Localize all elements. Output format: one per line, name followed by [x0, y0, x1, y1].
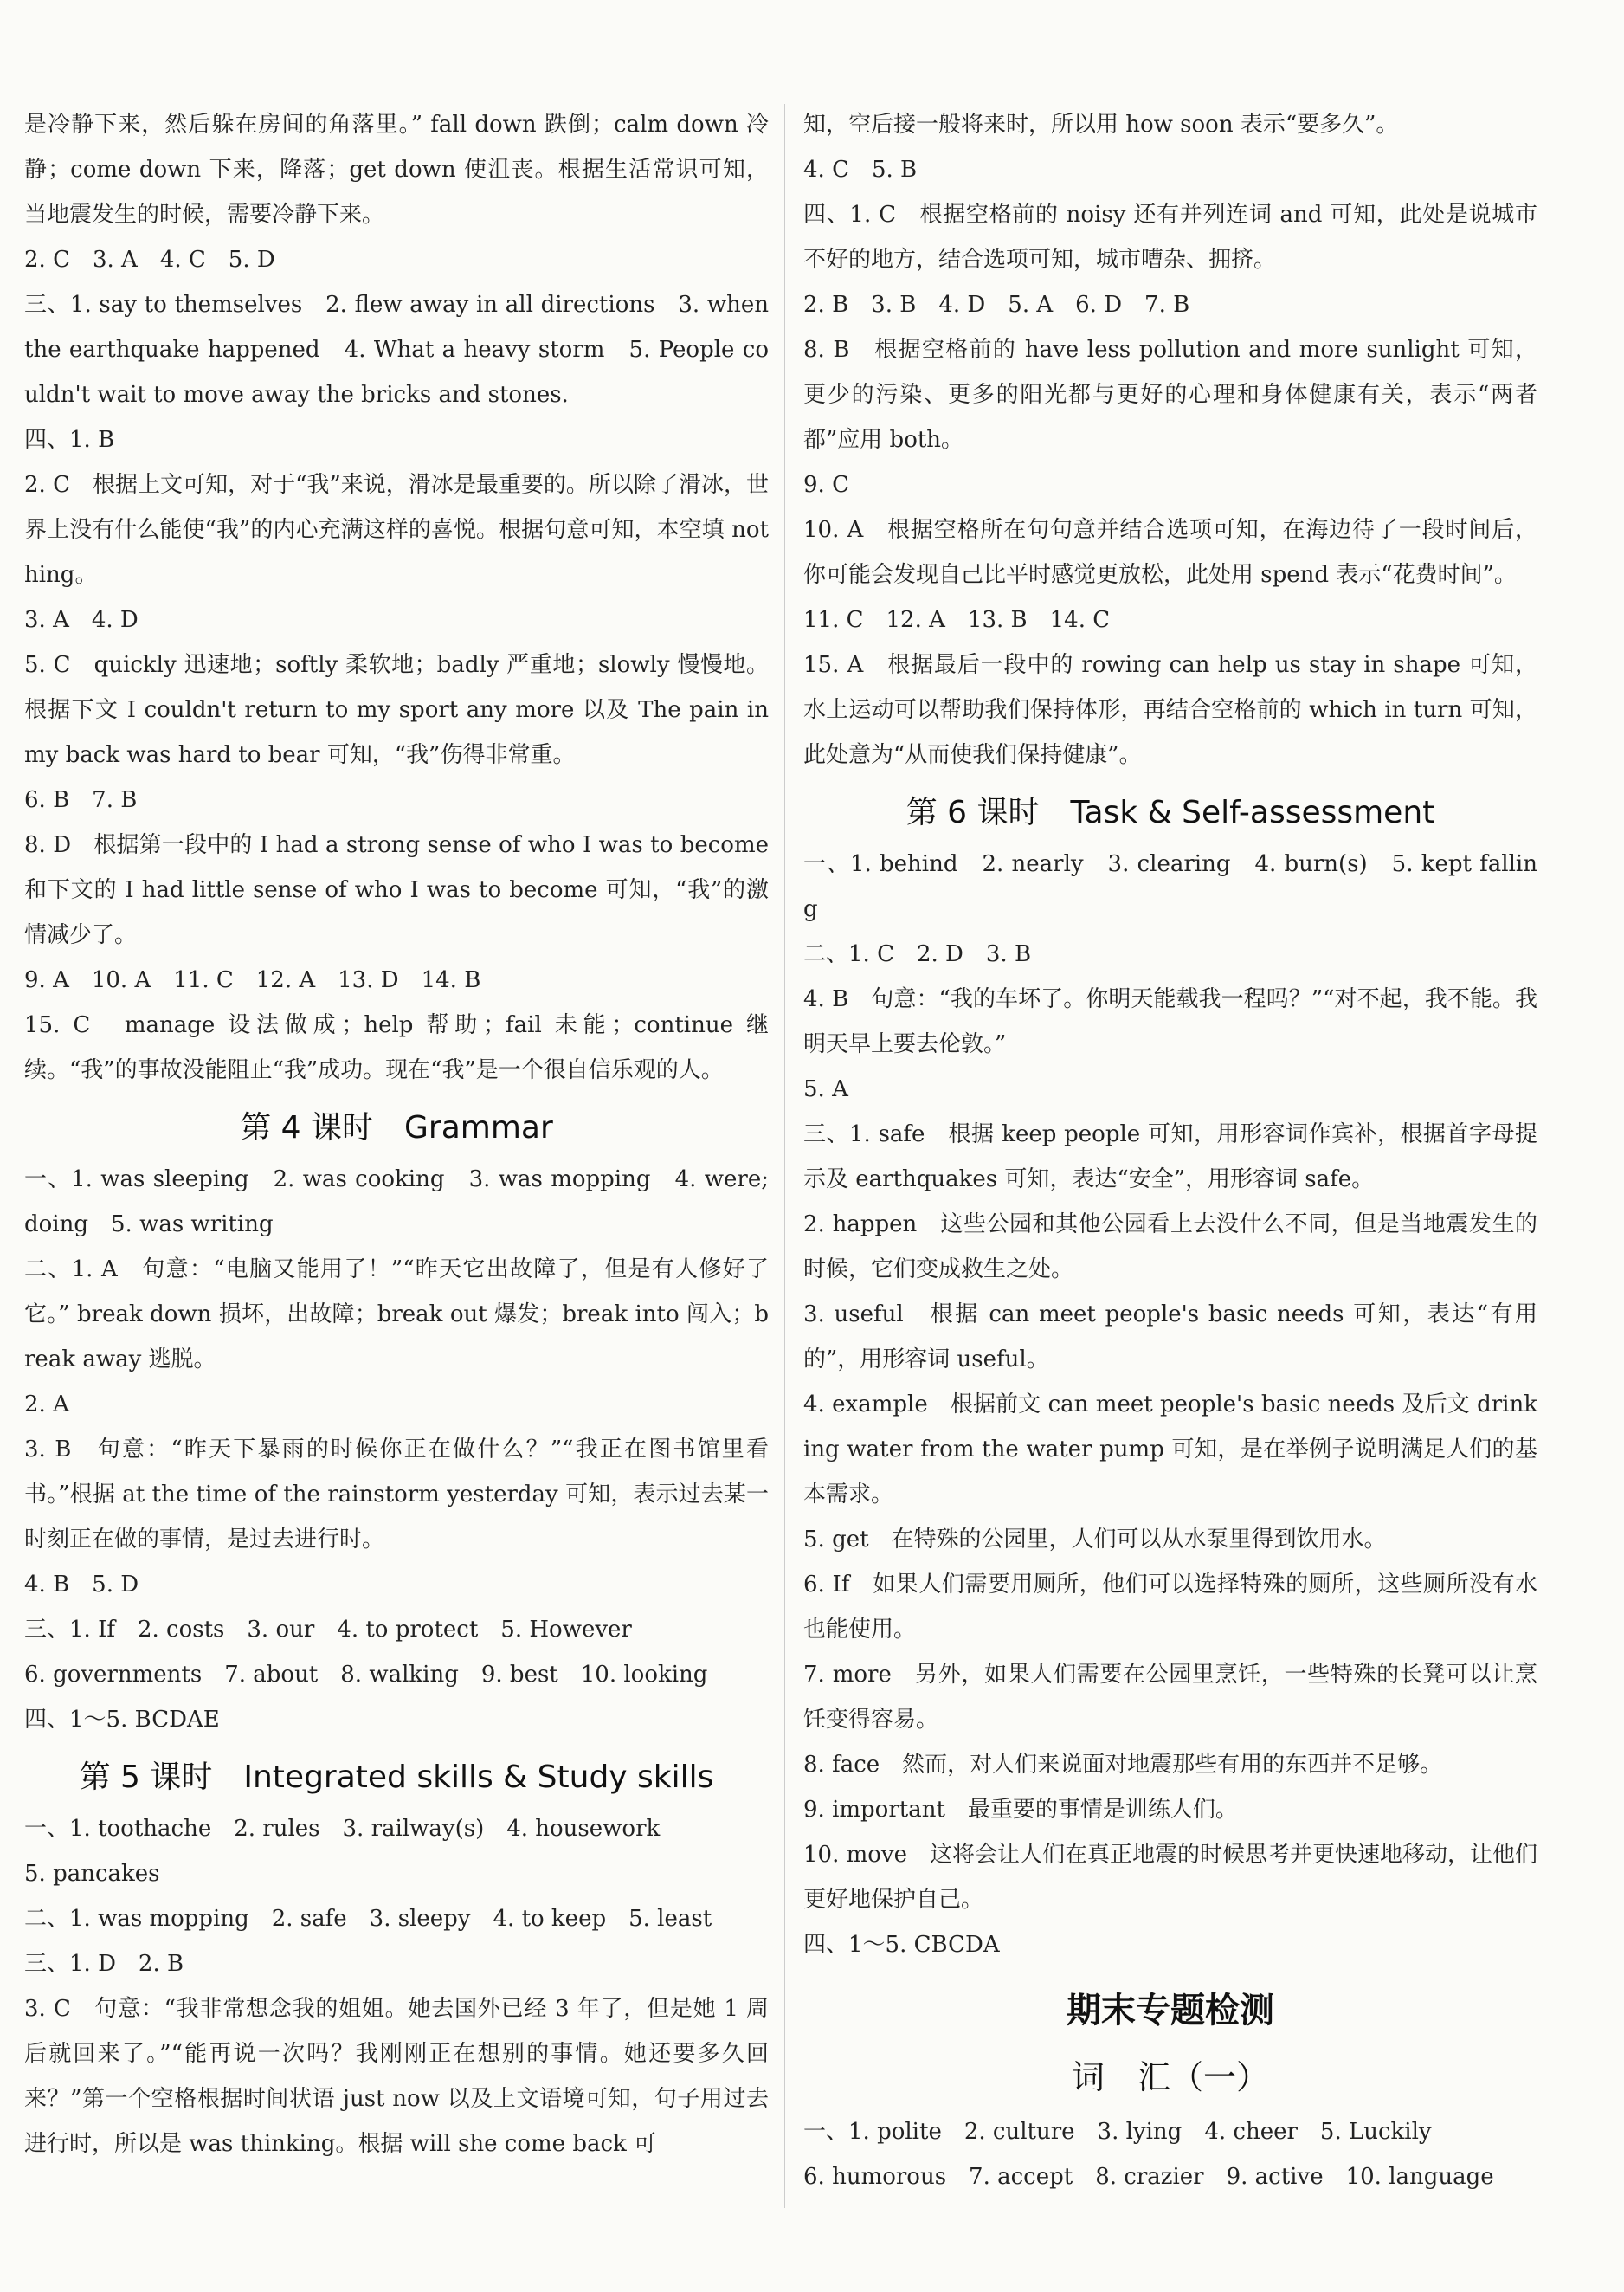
- answer-paragraph: 5. pancakes: [24, 1861, 160, 1887]
- answer-paragraph: 三、1. D 2. B: [24, 1951, 184, 1977]
- answer-paragraph: 2. B 3. B 4. D 5. A 6. D 7. B: [803, 292, 1190, 318]
- answer-paragraph: 9. C: [803, 472, 849, 498]
- answer-paragraph: 5. C quickly 迅速地；softly 柔软地；badly 严重地；slowly 慢慢地。根据下文 I couldn't return to my sport any more 以及 The pain in my back was hard to bear 可知，“我”伤得非常重。: [24, 652, 777, 768]
- answer-paragraph: 一、1. polite 2. culture 3. lying 4. cheer 5. Luckily: [803, 2119, 1432, 2145]
- answer-paragraph: 7. more 另外，如果人们需要在公园里烹饪，一些特殊的长凳可以让烹饪变得容易。: [803, 1662, 1537, 1733]
- answer-paragraph: 9. A 10. A 11. C 12. A 13. D 14. B: [24, 967, 481, 993]
- answer-paragraph: 二、1. A 句意：“电脑又能用了！”“昨天它出故障了，但是有人修好了它。” break down 损坏，出故障；break out 爆发；break into 闯入；break away 逃脱。: [24, 1256, 769, 1372]
- left-column: [24, 102, 777, 2166]
- answer-paragraph: 二、1. C 2. D 3. B: [803, 941, 1032, 967]
- answer-paragraph: 四、1. B: [24, 427, 115, 453]
- answer-paragraph: 5. get 在特殊的公园里，人们可以从水泵里得到饮用水。: [803, 1527, 1387, 1553]
- section-heading: 第 4 课时 Grammar: [240, 1110, 553, 1146]
- answer-paragraph: 知，空后接一般将来时，所以用 how soon 表示“要多久”。: [803, 112, 1399, 138]
- answer-paragraph: 10. move 这将会让人们在真正地震的时候思考并更快速地移动，让他们更好地保护自己。: [803, 1842, 1537, 1913]
- answer-paragraph: 2. C 根据上文可知，对于“我”来说，滑冰是最重要的。所以除了滑冰，世界上没有什么能使“我”的内心充满这样的喜悦。根据句意可知，本空填 nothing。: [24, 472, 769, 588]
- answer-paragraph: 6. B 7. B: [24, 787, 138, 813]
- answer-paragraph: 4. example 根据前文 can meet people's basic needs 及后文 drinking water from the water pump 可知，是在举例子说明满足人们的基本需求。: [803, 1391, 1537, 1508]
- right-column: [803, 102, 1537, 2199]
- answer-paragraph: 8. B 根据空格前的 have less pollution and more sunlight 可知，更少的污染、更多的阳光都与更好的心理和身体健康有关，表示“两者都”应用 both。: [803, 337, 1537, 453]
- answer-paragraph: 一、1. was sleeping 2. was cooking 3. was mopping 4. were; doing 5. was writing: [24, 1166, 777, 1237]
- answer-paragraph: 6. governments 7. about 8. walking 9. best 10. looking: [24, 1662, 708, 1688]
- answer-paragraph: 2. A: [24, 1391, 69, 1417]
- chapter-heading: 期末专题检测: [1067, 1991, 1274, 2031]
- answer-paragraph: 四、1～5. CBCDA: [803, 1932, 1000, 1958]
- section-heading: 第 5 课时 Integrated skills & Study skills: [79, 1759, 714, 1795]
- subsection-heading: 词 汇（一）: [1071, 2058, 1269, 2096]
- answer-paragraph: 4. C 5. B: [803, 157, 918, 183]
- answer-paragraph: 6. humorous 7. accept 8. crazier 9. active 10. language: [803, 2164, 1494, 2190]
- column-divider: [784, 104, 785, 2208]
- answer-paragraph: 5. A: [803, 1076, 848, 1102]
- answer-paragraph: 三、1. say to themselves 2. flew away in all directions 3. when the earthquake happened 4. What a heavy storm 5. People couldn't wait to move away the bricks and stones.: [24, 292, 777, 408]
- answer-paragraph: 9. important 最重要的事情是训练人们。: [803, 1797, 1238, 1823]
- answer-paragraph: 15. A 根据最后一段中的 rowing can help us stay in shape 可知，水上运动可以帮助我们保持体形，再结合空格前的 which in turn 可知，此处意为“从而使我们保持健康”。: [803, 652, 1537, 768]
- answer-paragraph: 二、1. was mopping 2. safe 3. sleepy 4. to keep 5. least: [24, 1906, 712, 1932]
- answer-paragraph: 3. C 句意：“我非常想念我的姐姐。她去国外已经 3 年了，但是她 1 周后就回来了。”“能再说一次吗？我刚刚正在想别的事情。她还要多久回来？”第一个空格根据时间状语 just now 以及上文语境可知，句子用过去进行时，所以是 was thinking。根据 will she come back 可: [24, 1996, 769, 2157]
- answer-paragraph: 8. D 根据第一段中的 I had a strong sense of who I was to become 和下文的 I had little sense of who I was to become 可知，“我”的激情减少了。: [24, 832, 777, 948]
- answer-paragraph: 四、1～5. BCDAE: [24, 1707, 220, 1733]
- answer-paragraph: 3. B 句意：“昨天下暴雨的时候你正在做什么？”“我正在图书馆里看书。”根据 at the time of the rainstorm yesterday 可知，表示过去某一时刻正在做的事情，是过去进行时。: [24, 1437, 769, 1553]
- answer-paragraph: 4. B 句意：“我的车坏了。你明天能载我一程吗？”“对不起，我不能。我明天早上要去伦敦。”: [803, 986, 1537, 1057]
- answer-paragraph: 11. C 12. A 13. B 14. C: [803, 607, 1111, 633]
- answer-paragraph: 一、1. behind 2. nearly 3. clearing 4. burn(s) 5. kept falling: [803, 851, 1537, 922]
- answer-paragraph: 一、1. toothache 2. rules 3. railway(s) 4. housework: [24, 1816, 661, 1842]
- answer-paragraph: 是冷静下来，然后躲在房间的角落里。” fall down 跌倒；calm down 冷静；come down 下来，降落；get down 使沮丧。根据生活常识可知，当地震发生的时候，需要冷静下来。: [24, 112, 769, 228]
- answer-paragraph: 2. happen 这些公园和其他公园看上去没什么不同，但是当地震发生的时候，它们变成救生之处。: [803, 1211, 1537, 1282]
- answer-paragraph: 8. face 然而，对人们来说面对地震那些有用的东西并不足够。: [803, 1752, 1443, 1778]
- answer-paragraph: 15. C manage 设法做成；help 帮助；fail 未能；continue 继续。“我”的事故没能阻止“我”成功。现在“我”是一个很自信乐观的人。: [24, 1012, 769, 1083]
- answer-paragraph: 6. If 如果人们需要用厕所，他们可以选择特殊的厕所，这些厕所没有水也能使用。: [803, 1572, 1537, 1643]
- section-heading: 第 6 课时 Task & Self-assessment: [905, 795, 1435, 830]
- answer-paragraph: 3. A 4. D: [24, 607, 139, 633]
- answer-paragraph: 四、1. C 根据空格前的 noisy 还有并列连词 and 可知，此处是说城市不好的地方，结合选项可知，城市嘈杂、拥挤。: [803, 202, 1537, 273]
- answer-paragraph: 三、1. If 2. costs 3. our 4. to protect 5. However: [24, 1617, 632, 1643]
- answer-paragraph: 3. useful 根据 can meet people's basic needs 可知，表达“有用的”，用形容词 useful。: [803, 1301, 1537, 1372]
- answer-paragraph: 4. B 5. D: [24, 1572, 139, 1598]
- answer-paragraph: 10. A 根据空格所在句句意并结合选项可知，在海边待了一段时间后，你可能会发现自己比平时感觉更放松，此处用 spend 表示“花费时间”。: [803, 517, 1537, 588]
- answer-paragraph: 2. C 3. A 4. C 5. D: [24, 247, 275, 273]
- answer-paragraph: 三、1. safe 根据 keep people 可知，用形容词作宾补，根据首字母提示及 earthquakes 可知，表达“安全”，用形容词 safe。: [803, 1121, 1537, 1192]
